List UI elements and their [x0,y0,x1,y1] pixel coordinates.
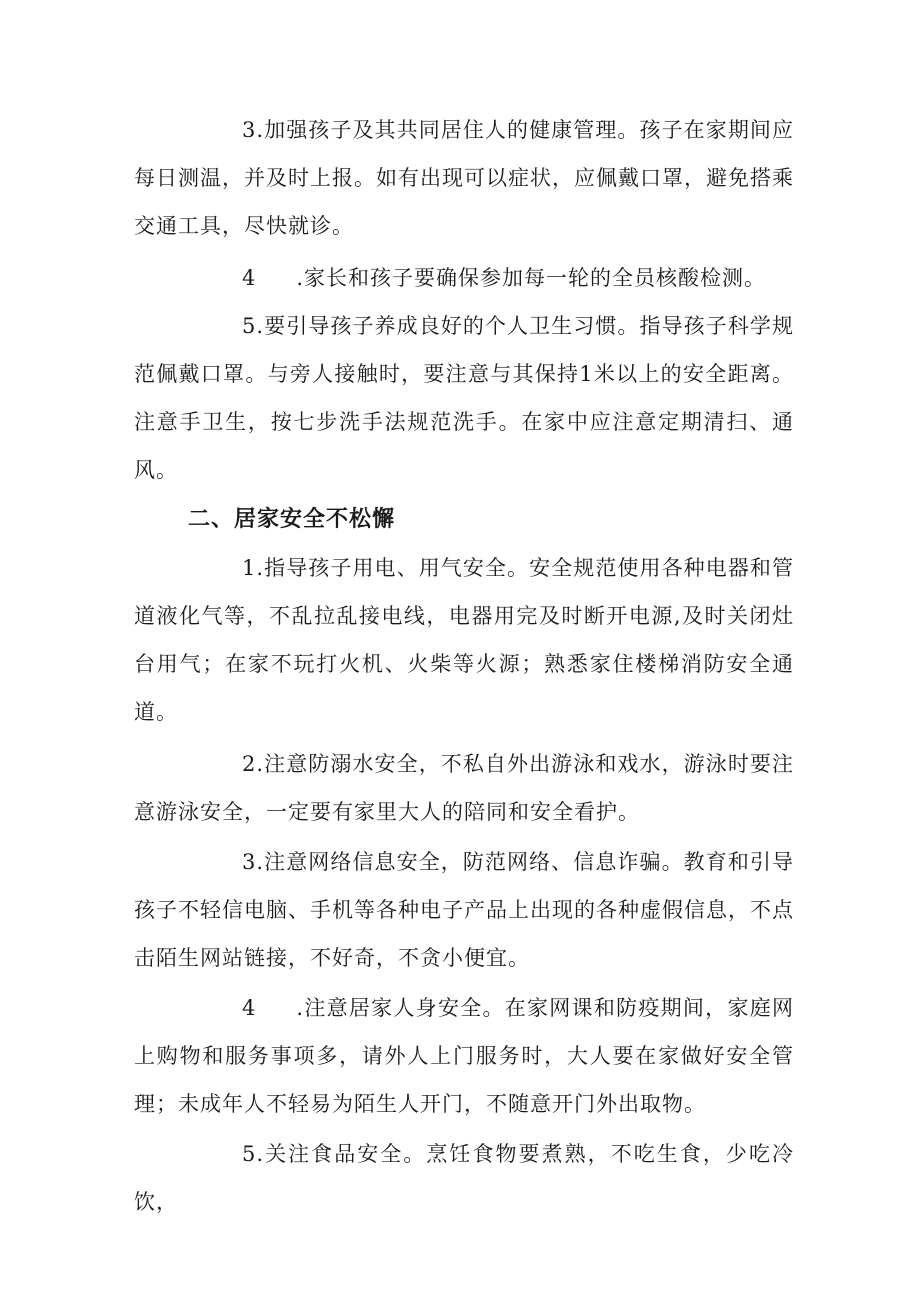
paragraph-network-security [134,838,794,982]
paragraph-text: .关注食品安全。烹饪食物要煮熟，不吃生食，少吃冷饮， [134,1142,794,1214]
paragraph-health-management [134,106,794,250]
paragraph-food-safety [134,1130,794,1226]
item-number: 1 [242,556,257,580]
paragraph-text: .指导孩子用电、用气安全。安全规范使用各种电器和管道液化气等，不乱拉乱接电线，电器用完及时断开电源,及时关闭灶台用气；在家不玩打火机、火柴等火源；熟悉家住楼梯消防安全通道。 [134,556,794,724]
paragraph-text: .注意防溺水安全，不私自外出游泳和戏水，游泳时要注意游泳安全，一定要有家里大人的陪同和安全看护。 [134,752,794,824]
section-heading: 二、居家安全不松懈 [188,507,396,532]
item-number: 5 [242,314,257,338]
paragraph-text: .要引导孩子养成良好的个人卫生习惯。指导孩子科学规范佩戴口罩。与旁人接触时，要注意与其保持1米以上的安全距离。注意手卫生，按七步洗手法规范洗手。在家中应注意定期清扫、通风。 [134,314,794,482]
item-number: 4 [242,996,257,1020]
paragraph-text: .注意居家人身安全。在家网课和防疫期间，家庭网上购物和服务事项多，请外人上门服务时，大人要在家做好安全管理；未成年人不轻易为陌生人开门，不随意开门外出取物。 [134,996,794,1116]
paragraph-text: .家长和孩子要确保参加每一轮的全员核酸检测。 [296,266,767,290]
item-number: 4 [242,266,257,290]
paragraph-personal-safety [134,984,794,1128]
paragraph-hygiene [134,302,794,494]
paragraph-text: .加强孩子及其共同居住人的健康管理。孩子在家期间应每日测温，并及时上报。如有出现可以症状，应佩戴口罩，避免搭乘交通工具，尽快就诊。 [134,118,794,238]
paragraph-electricity-gas [134,544,794,736]
item-number: 5 [242,1142,257,1166]
item-number: 3 [242,850,257,874]
paragraph-text: .注意网络信息安全，防范网络、信息诈骗。教育和引导孩子不轻信电脑、手机等各种电子产品上出现的各种虚假信息，不点击陌生网站链接，不好奇，不贪小便宜。 [134,850,794,970]
paragraph-drowning [134,740,794,836]
item-number: 2 [242,752,257,776]
paragraph-nucleic-test [134,254,794,302]
item-number: 3 [242,118,257,142]
